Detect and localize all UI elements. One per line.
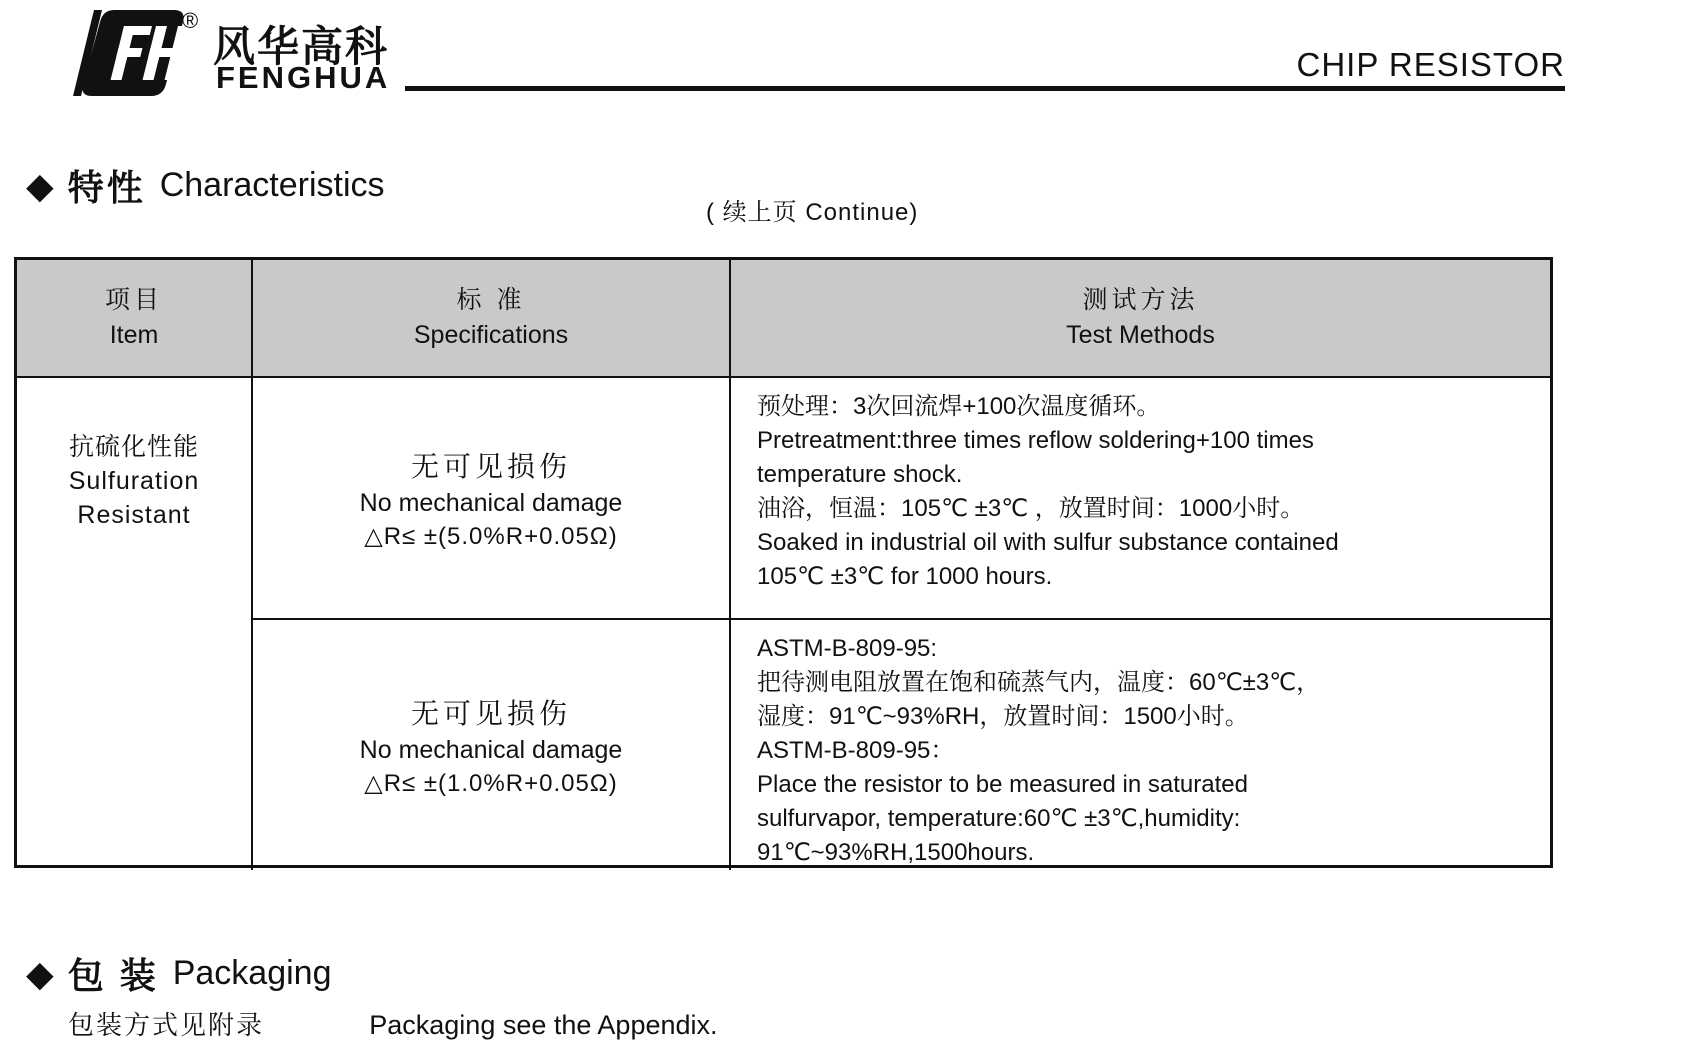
test-method-line: Soaked in industrial oil with sulfur substance contained [757,529,1339,556]
spec-cell-row2 [253,620,731,870]
item-cn: 抗硫化性能 [68,433,199,461]
packaging-note-cn: 包装方式见附录 [68,1010,265,1040]
test-method-line: temperature shock. [757,461,963,488]
spec-cell-row1 [253,378,731,620]
test-method-line: 油浴，恒温：105℃ ±3℃ ，放置时间：1000小时。 [757,495,1305,522]
test-method-line: ASTM-B-809-95： [757,737,955,764]
spec-row2-en: No mechanical damage [359,736,623,764]
test-method-line: Place the resistor to be measured in saturated [757,771,1248,798]
characteristics-title-en: Characteristics [159,166,385,204]
col-header-test-methods-cn: 测试方法 [1082,286,1199,314]
item-cell-sulfuration-resistant [17,378,253,870]
test-method-line: Pretreatment:three times reflow soldering+100 times [757,427,1314,454]
characteristics-title-cn: 特性 [67,167,146,208]
header-brand-block [70,8,410,100]
test-method-line: 91℃~93%RH,1500hours. [757,839,1035,866]
packaging-section-title [26,948,331,999]
item-en-line2: Resistant [77,501,191,529]
col-header-specifications-en: Specifications [413,321,569,349]
characteristics-section-title [26,160,385,211]
test-method-line: sulfurvapor, temperature:60℃ ±3℃,humidity: [757,805,1241,832]
spec-row2-formula: △R≤ ±(1.0%R+0.05Ω) [364,770,618,797]
brand-name-en: FENGHUA [216,60,391,95]
test-method-line: 湿度：91℃~93%RH，放置时间：1500小时。 [757,703,1249,730]
spec-row1-cn: 无可见损伤 [410,451,571,482]
header-rule [405,86,1565,91]
continue-note: ( 续上页 Continue) [706,199,919,226]
col-header-item [17,260,253,378]
diamond-bullet-icon: ◆ [26,164,54,206]
col-header-specifications-cn: 标 准 [456,286,526,314]
col-header-specifications [253,260,731,378]
packaging-title-cn: 包 装 [67,955,159,996]
test-method-line: 预处理：3次回流焊+100次温度循环。 [757,393,1161,420]
test-methods-cell-row2 [731,620,1550,870]
col-header-test-methods-en: Test Methods [1066,321,1215,349]
document-title: CHIP RESISTOR [1296,46,1565,83]
brand-name-cn: 风华高科 [213,23,390,70]
item-en-line1: Sulfuration [68,467,200,495]
test-methods-cell-row1 [731,378,1550,620]
col-header-item-en: Item [109,321,159,349]
fenghua-logo-icon [70,10,188,101]
packaging-note [68,1005,718,1042]
test-method-line: 105℃ ±3℃ for 1000 hours. [757,563,1053,590]
test-method-line: 把待测电阻放置在饱和硫蒸气内，温度：60℃±3℃， [757,669,1321,696]
spec-row1-formula: △R≤ ±(5.0%R+0.05Ω) [364,523,618,550]
characteristics-table [14,257,1553,868]
packaging-note-en: Packaging see the Appendix. [369,1010,718,1040]
diamond-bullet-icon: ◆ [26,952,54,994]
col-header-item-cn: 项目 [104,286,163,314]
packaging-title-en: Packaging [172,954,332,992]
spec-row2-cn: 无可见损伤 [410,698,571,729]
registered-trademark: ® [182,8,199,33]
test-method-line: ASTM-B-809-95: [757,635,938,662]
spec-row1-en: No mechanical damage [359,489,623,517]
col-header-test-methods [731,260,1550,378]
